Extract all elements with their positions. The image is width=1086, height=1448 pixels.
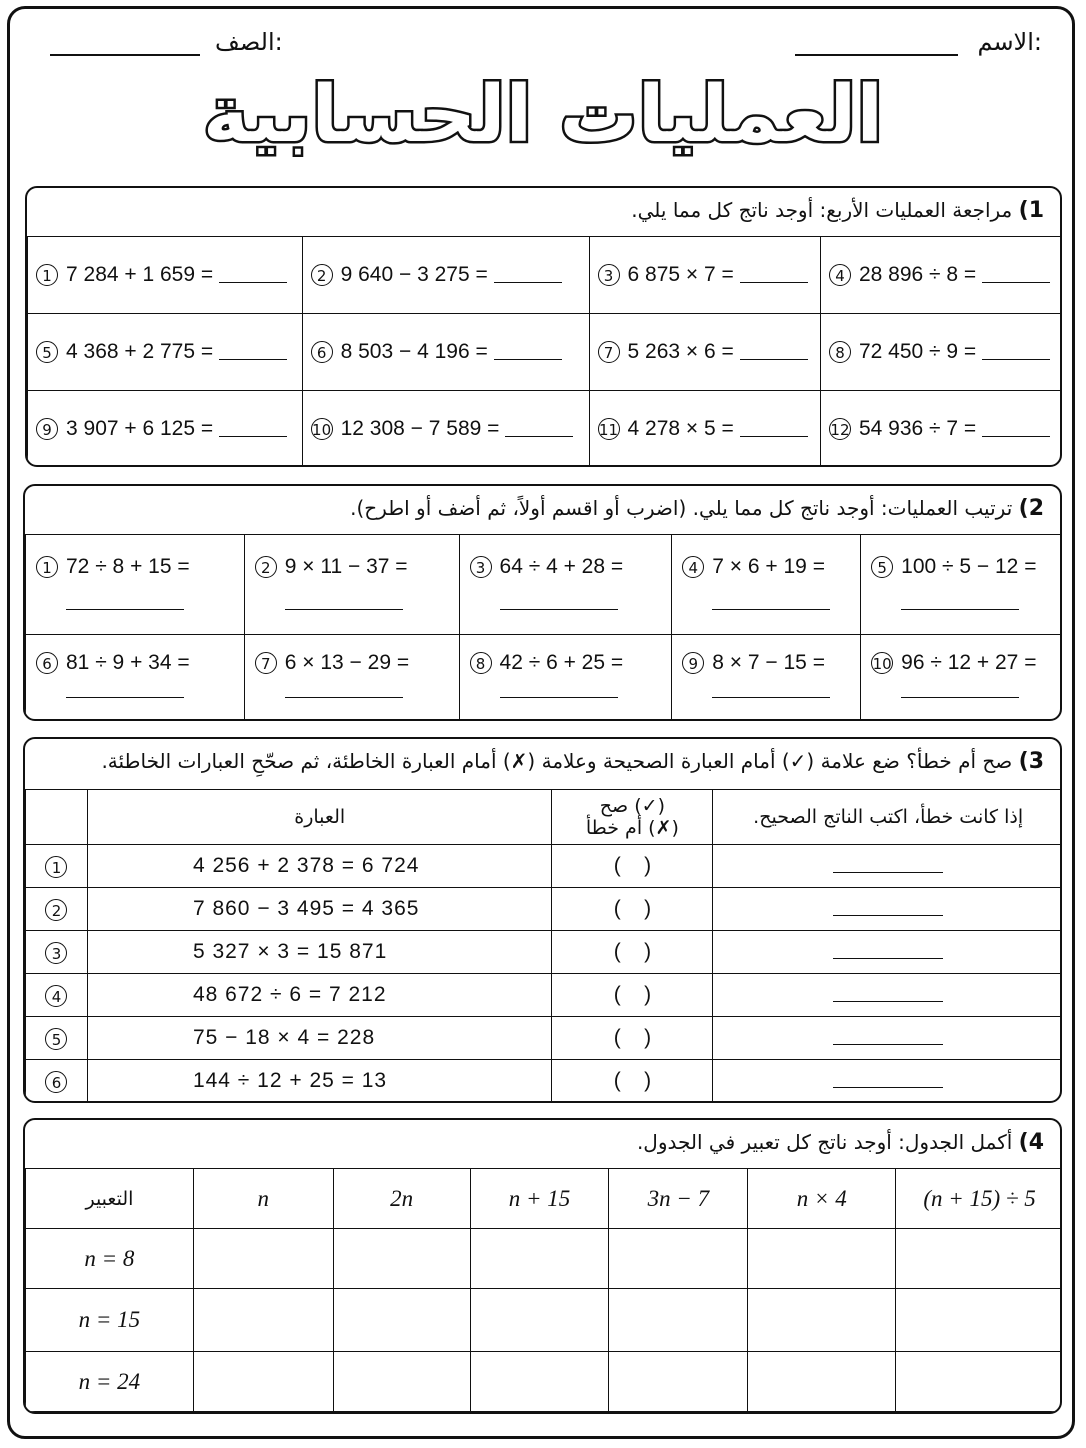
problem-number: 2	[311, 264, 333, 286]
problem-expression: 7 × 6 + 19 =	[712, 555, 825, 578]
problem-expression: 54 936 ÷ 7 =	[858, 417, 977, 440]
problem-cell	[672, 635, 861, 722]
problem-expression: 8 503 − 4 196 =	[340, 340, 488, 363]
correct-answer-cell	[713, 1017, 1062, 1060]
problem-number: 10	[311, 418, 333, 440]
section4-table	[25, 1168, 1062, 1412]
row-number: 5	[45, 1028, 67, 1050]
problem-number: 6	[311, 341, 333, 363]
answer-blank[interactable]	[740, 345, 808, 360]
answer-cell[interactable]	[609, 1229, 748, 1289]
table-row	[26, 845, 1063, 888]
problem-cell	[28, 314, 303, 391]
problem-number: 4	[829, 264, 851, 286]
answer-cell[interactable]	[748, 1229, 896, 1289]
answer-blank[interactable]	[219, 422, 287, 437]
problem-cell	[302, 391, 589, 468]
n-value-label: n = 15	[26, 1289, 194, 1352]
problem-number: 9	[682, 652, 704, 674]
problem-number: 9	[36, 418, 58, 440]
answer-blank[interactable]	[901, 697, 1019, 698]
true-false-column-header: صح (✓) أم خطأ (✗)	[552, 790, 713, 845]
table-row	[26, 635, 1063, 722]
problem-number: 6	[36, 652, 58, 674]
problem-expression: 64 ÷ 4 + 28 =	[499, 555, 624, 578]
table-row	[26, 1229, 1063, 1289]
section3-table	[25, 789, 1062, 1103]
problem-expression: 72 450 ÷ 9 =	[858, 340, 977, 363]
answer-blank[interactable]	[500, 609, 618, 610]
problem-expression: 6 × 13 − 29 =	[284, 651, 410, 674]
problem-expression: 96 ÷ 12 + 27 =	[901, 651, 1037, 674]
problem-number: 5	[36, 341, 58, 363]
answer-blank[interactable]	[494, 345, 562, 360]
problem-number: 1	[36, 264, 58, 286]
problem-cell	[302, 314, 589, 391]
number-column-header	[26, 790, 88, 845]
problem-cell	[672, 535, 861, 635]
section2-heading: 2) ترتيب العمليات: أوجد ناتج كل مما يلي. (اضرب أو اقسم أولاً، ثم أضف أو اطرح).	[350, 496, 1044, 521]
problem-number: 3	[598, 264, 620, 286]
correct-answer-cell	[713, 888, 1062, 931]
correct-answer-blank[interactable]	[833, 944, 943, 959]
expression-column-header: n × 4	[748, 1169, 896, 1229]
answer-blank[interactable]	[982, 345, 1050, 360]
table-row	[26, 535, 1063, 635]
answer-blank[interactable]	[982, 422, 1050, 437]
problem-cell	[820, 391, 1062, 468]
problem-expression: 100 ÷ 5 − 12 =	[901, 555, 1037, 578]
statement-cell: 7 860 − 3 495 = 4 365	[87, 888, 552, 931]
answer-blank[interactable]	[740, 268, 808, 283]
answer-blank[interactable]	[740, 422, 808, 437]
answer-cell[interactable]	[470, 1352, 609, 1412]
expression-column-header: (n + 15) ÷ 5	[896, 1169, 1062, 1229]
correct-answer-blank[interactable]	[833, 858, 943, 873]
answer-cell[interactable]	[896, 1289, 1062, 1352]
answer-blank[interactable]	[505, 422, 573, 437]
class-field[interactable]	[50, 54, 200, 56]
answer-blank[interactable]	[494, 268, 562, 283]
problem-number: 2	[255, 556, 277, 578]
true-false-mark[interactable]: ( )	[552, 1060, 713, 1103]
answer-cell[interactable]	[193, 1229, 333, 1289]
problem-expression: 9 640 − 3 275 =	[340, 263, 488, 286]
table-row	[26, 1017, 1063, 1060]
answer-blank[interactable]	[500, 697, 618, 698]
expression-column-header: 2n	[333, 1169, 470, 1229]
expression-column-header: 3n − 7	[609, 1169, 748, 1229]
correct-answer-blank[interactable]	[833, 1030, 943, 1045]
true-false-mark[interactable]: ( )	[552, 931, 713, 974]
answer-cell[interactable]	[193, 1289, 333, 1352]
answer-blank[interactable]	[219, 345, 287, 360]
statement-cell: 4 256 + 2 378 = 6 724	[87, 845, 552, 888]
true-false-mark[interactable]: ( )	[552, 888, 713, 931]
problem-expression: 3 907 + 6 125 =	[66, 417, 214, 440]
problem-expression: 4 368 + 2 775 =	[66, 340, 214, 363]
answer-blank[interactable]	[285, 609, 403, 610]
answer-blank[interactable]	[982, 268, 1050, 283]
answer-blank[interactable]	[66, 609, 184, 610]
statement-cell: 48 672 ÷ 6 = 7 212	[87, 974, 552, 1017]
statement-cell: 144 ÷ 12 + 25 = 13	[87, 1060, 552, 1103]
table-row	[28, 314, 1063, 391]
answer-cell[interactable]	[609, 1352, 748, 1412]
problem-cell	[28, 237, 303, 314]
answer-cell[interactable]	[748, 1352, 896, 1412]
problem-number: 8	[470, 652, 492, 674]
correct-answer-cell	[713, 1060, 1062, 1103]
answer-cell[interactable]	[609, 1289, 748, 1352]
table-row	[28, 391, 1063, 468]
section-order-of-operations	[23, 484, 1062, 721]
n-value-label: n = 24	[26, 1352, 194, 1412]
section-four-operations	[25, 186, 1062, 467]
statement-column-header: العبارة	[87, 790, 552, 845]
correct-answer-cell	[713, 974, 1062, 1017]
section-complete-table	[23, 1118, 1062, 1414]
name-field[interactable]	[795, 54, 958, 56]
row-number-cell	[26, 1017, 88, 1060]
problem-cell	[26, 535, 245, 635]
true-false-mark[interactable]: ( )	[552, 1017, 713, 1060]
answer-cell[interactable]	[333, 1289, 470, 1352]
problem-cell	[459, 535, 672, 635]
table-row	[26, 1289, 1063, 1352]
correct-answer-blank[interactable]	[833, 1073, 943, 1088]
problem-expression: 6 875 × 7 =	[627, 263, 734, 286]
row-number: 1	[45, 856, 67, 878]
row-number: 6	[45, 1071, 67, 1093]
answer-cell[interactable]	[470, 1289, 609, 1352]
row-number: 4	[45, 985, 67, 1007]
row-number-cell	[26, 845, 88, 888]
problem-expression: 4 278 × 5 =	[627, 417, 734, 440]
problem-cell	[820, 314, 1062, 391]
problem-number: 8	[829, 341, 851, 363]
expression-column-header: n	[193, 1169, 333, 1229]
problem-cell	[861, 535, 1062, 635]
section1-table	[27, 236, 1062, 467]
problem-expression: 9 × 11 − 37 =	[284, 555, 408, 578]
problem-number: 4	[682, 556, 704, 578]
expression-header: التعبير	[26, 1169, 194, 1229]
answer-cell[interactable]	[470, 1229, 609, 1289]
statement-cell: 75 − 18 × 4 = 228	[87, 1017, 552, 1060]
answer-blank[interactable]	[285, 697, 403, 698]
true-false-mark[interactable]: ( )	[552, 845, 713, 888]
problem-cell	[589, 391, 820, 468]
true-false-mark[interactable]: ( )	[552, 974, 713, 1017]
problem-cell	[28, 391, 303, 468]
row-number: 3	[45, 942, 67, 964]
problem-expression: 12 308 − 7 589 =	[340, 417, 500, 440]
section4-heading: 4) أكمل الجدول: أوجد ناتج كل تعبير في الجدول.	[636, 1130, 1044, 1155]
section3-heading: 3) صح أم خطأ؟ ضع علامة (✓) أمام العبارة الصحيحة وعلامة (✗) أمام العبارة الخاطئة، ثم صحّحِ العبارات الخاطئة.	[101, 749, 1044, 774]
answer-cell[interactable]	[896, 1352, 1062, 1412]
problem-expression: 28 896 ÷ 8 =	[858, 263, 977, 286]
problem-expression: 5 263 × 6 =	[627, 340, 734, 363]
answer-cell[interactable]	[333, 1352, 470, 1412]
answer-blank[interactable]	[66, 697, 184, 698]
section2-table	[25, 534, 1062, 721]
table-row	[26, 974, 1063, 1017]
problem-expression: 8 × 7 − 15 =	[712, 651, 825, 674]
section1-heading: 1) مراجعة العمليات الأربع: أوجد ناتج كل مما يلي.	[631, 198, 1044, 223]
table-row	[26, 1060, 1063, 1103]
correct-answer-blank[interactable]	[833, 987, 943, 1002]
problem-cell	[589, 237, 820, 314]
answer-cell[interactable]	[193, 1352, 333, 1412]
table-row	[26, 1352, 1063, 1412]
answer-blank[interactable]	[901, 609, 1019, 610]
answer-blank[interactable]	[219, 268, 287, 283]
expression-column-header: n + 15	[470, 1169, 609, 1229]
table-row	[26, 888, 1063, 931]
problem-number: 11	[598, 418, 620, 440]
row-number-cell	[26, 1060, 88, 1103]
row-number-cell	[26, 931, 88, 974]
correct-answer-cell	[713, 845, 1062, 888]
row-number: 2	[45, 899, 67, 921]
problem-cell	[589, 314, 820, 391]
page-title: العمليات الحسابية	[202, 70, 884, 160]
row-number-cell	[26, 888, 88, 931]
correct-answer-blank[interactable]	[833, 901, 943, 916]
problem-cell	[244, 635, 459, 722]
problem-cell	[861, 635, 1062, 722]
problem-number: 5	[871, 556, 893, 578]
row-number-cell	[26, 974, 88, 1017]
section-true-false	[23, 737, 1062, 1103]
problem-cell	[820, 237, 1062, 314]
problem-number: 12	[829, 418, 851, 440]
n-value-label: n = 8	[26, 1229, 194, 1289]
answer-blank[interactable]	[712, 697, 830, 698]
problem-expression: 42 ÷ 6 + 25 =	[499, 651, 624, 674]
table-row	[26, 931, 1063, 974]
problem-cell	[244, 535, 459, 635]
answer-cell[interactable]	[333, 1229, 470, 1289]
problem-cell	[459, 635, 672, 722]
problem-number: 3	[470, 556, 492, 578]
problem-expression: 7 284 + 1 659 =	[66, 263, 214, 286]
table-row	[28, 237, 1063, 314]
correct-answer-cell	[713, 931, 1062, 974]
problem-number: 1	[36, 556, 58, 578]
problem-expression: 81 ÷ 9 + 34 =	[66, 651, 190, 674]
correct-answer-column-header: إذا كانت خطأ، اكتب الناتج الصحيح.	[713, 790, 1062, 845]
problem-number: 7	[255, 652, 277, 674]
answer-cell[interactable]	[896, 1229, 1062, 1289]
name-label: الاسم:	[977, 28, 1042, 56]
problem-cell	[302, 237, 589, 314]
problem-expression: 72 ÷ 8 + 15 =	[66, 555, 190, 578]
problem-cell	[26, 635, 245, 722]
answer-cell[interactable]	[748, 1289, 896, 1352]
class-label: الصف:	[215, 28, 283, 56]
problem-number: 10	[871, 652, 893, 674]
answer-blank[interactable]	[712, 609, 830, 610]
statement-cell: 5 327 × 3 = 15 871	[87, 931, 552, 974]
problem-number: 7	[598, 341, 620, 363]
